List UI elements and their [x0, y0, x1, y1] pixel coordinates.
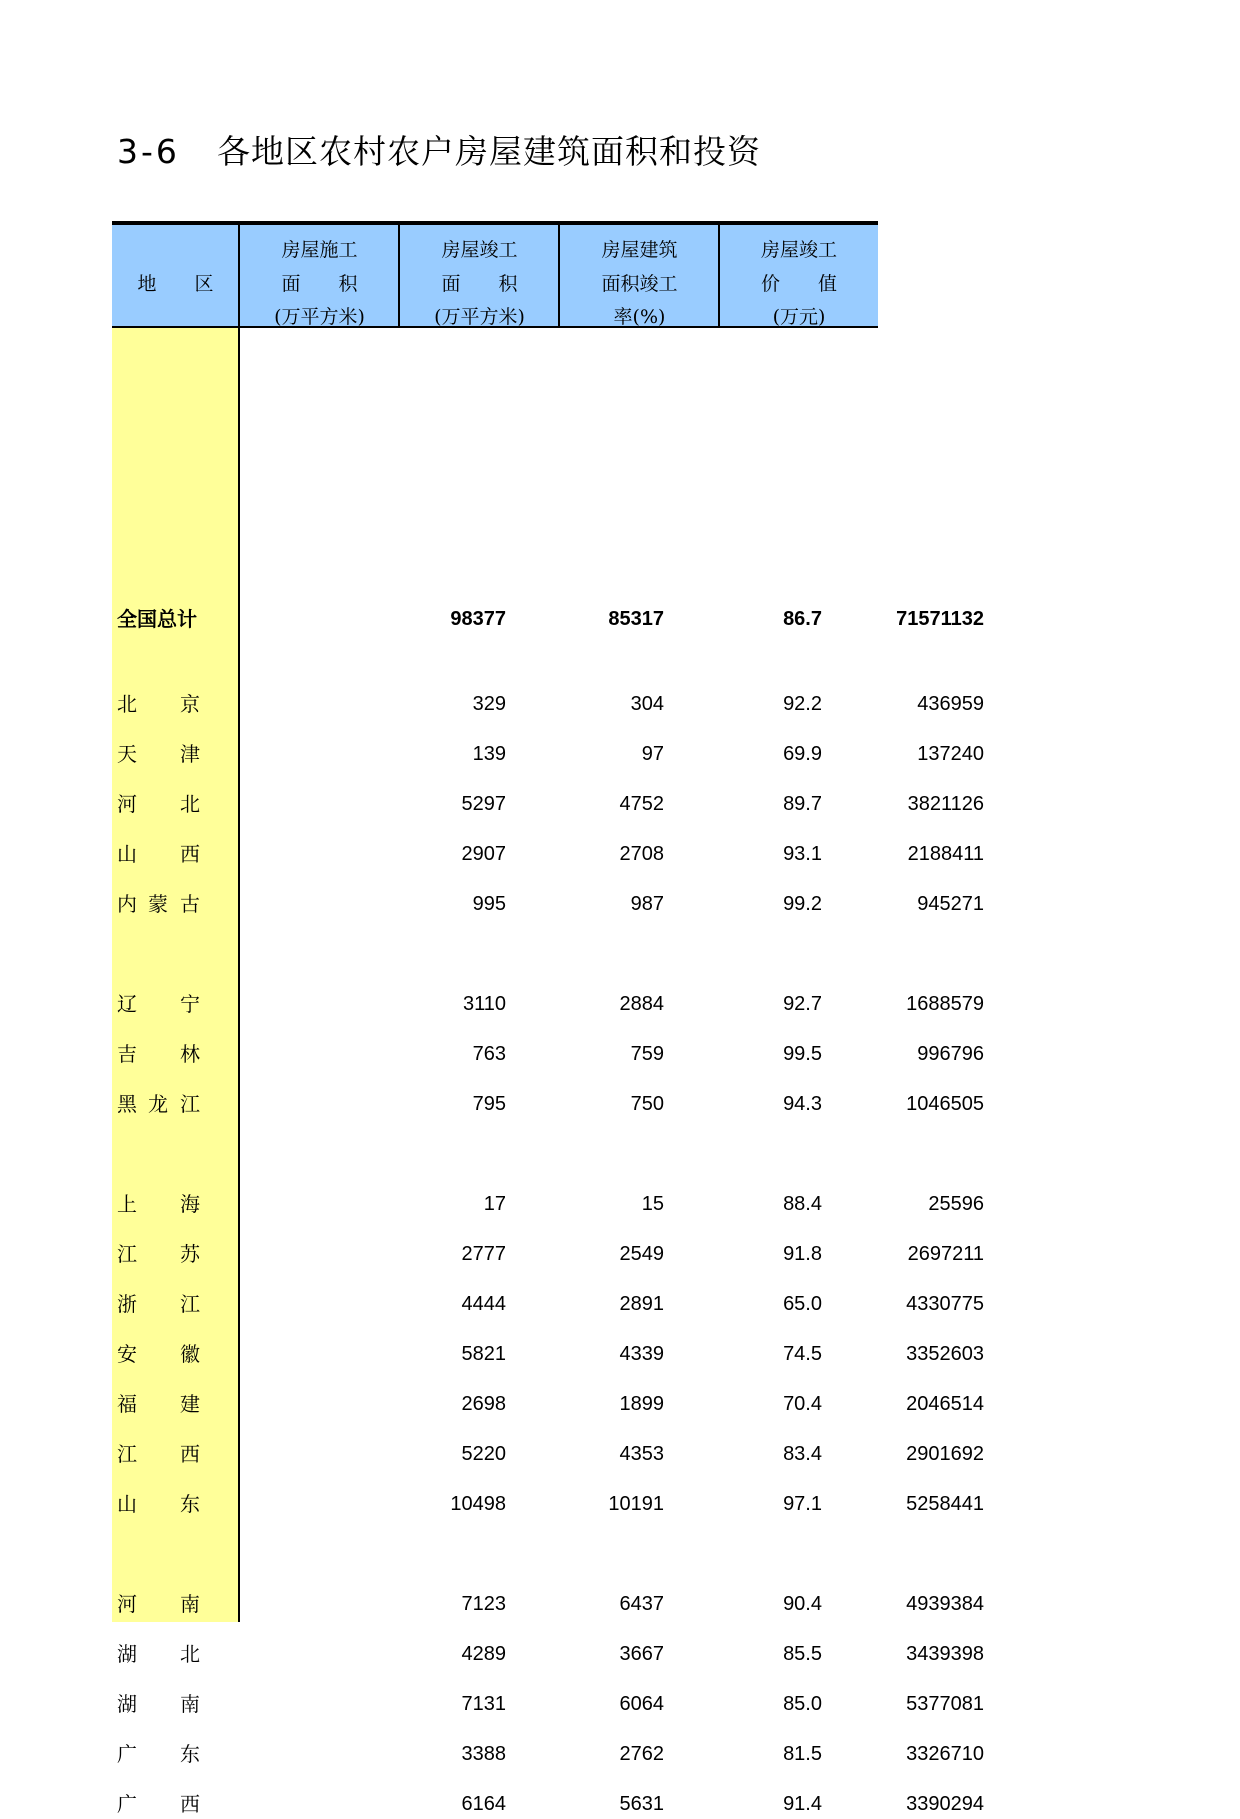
cell-value: 763	[472, 1043, 506, 1065]
region-name: 河 南	[117, 1592, 200, 1616]
cell-value: 74.5	[783, 1343, 822, 1365]
cell-value: 2046514	[906, 1393, 984, 1415]
cell-value: 25596	[928, 1193, 984, 1215]
cell-value: 7123	[461, 1593, 506, 1615]
cell-value: 5631	[619, 1793, 664, 1815]
table-row	[112, 1689, 984, 1719]
cell-value: 5821	[461, 1343, 506, 1365]
region-name: 上 海	[117, 1192, 200, 1216]
cell-value: 1688579	[906, 993, 984, 1015]
table-row	[112, 1739, 984, 1769]
cell-value: 92.2	[783, 693, 822, 715]
cell-value: 97	[641, 743, 664, 765]
cell-value: 99.5	[783, 1043, 822, 1065]
cell-value: 3110	[462, 993, 506, 1015]
cell-value: 2884	[619, 993, 664, 1015]
cell-value: 945271	[917, 893, 984, 915]
cell-value: 91.8	[783, 1243, 822, 1265]
cell-value: 4444	[461, 1293, 506, 1315]
cell-value: 10498	[450, 1493, 506, 1515]
table-row	[112, 1189, 984, 1219]
cell-value: 17	[483, 1193, 506, 1215]
cell-value: 15	[641, 1193, 664, 1215]
region-name: 江 苏	[117, 1242, 200, 1266]
cell-value: 3667	[619, 1643, 664, 1665]
cell-value: 4289	[461, 1643, 506, 1665]
cell-value: 90.4	[783, 1593, 822, 1615]
cell-value: 94.3	[783, 1093, 822, 1115]
cell-value: 436959	[917, 693, 984, 715]
cell-value: 69.9	[783, 743, 822, 765]
table-row	[112, 1339, 984, 1369]
header-construction-area: 房屋施工 面 积 (万平方米)	[238, 225, 399, 326]
page-title	[117, 126, 761, 173]
region-name: 吉 林	[117, 1042, 200, 1066]
table-row	[112, 1589, 984, 1619]
region-name: 浙 江	[117, 1292, 200, 1316]
region-name: 广 东	[117, 1742, 200, 1766]
cell-value: 6164	[461, 1793, 506, 1815]
cell-value: 6064	[619, 1693, 664, 1715]
cell-value: 5377081	[906, 1693, 984, 1715]
cell-value: 3352603	[906, 1343, 984, 1365]
cell-value: 759	[630, 1043, 664, 1065]
cell-value: 85.5	[783, 1643, 822, 1665]
cell-value: 995	[472, 893, 506, 915]
table-number: 3-6	[117, 132, 180, 171]
region-column-background	[112, 328, 240, 1622]
cell-value: 2762	[619, 1743, 664, 1765]
cell-value: 2891	[619, 1293, 664, 1315]
cell-value: 2777	[461, 1243, 506, 1265]
table-row	[112, 1489, 984, 1519]
cell-value: 2907	[461, 843, 506, 865]
cell-value: 65.0	[783, 1293, 822, 1315]
header-completion-rate: 房屋建筑 面积竣工 率(%)	[558, 225, 719, 326]
cell-value: 3439398	[906, 1643, 984, 1665]
region-name: 湖 北	[117, 1642, 200, 1666]
table-row	[112, 1639, 984, 1669]
total-label: 全国总计	[117, 607, 197, 631]
table-row	[112, 1089, 984, 1119]
cell-value: 93.1	[783, 843, 822, 865]
cell-value: 137240	[917, 743, 984, 765]
cell-value: 70.4	[783, 1393, 822, 1415]
cell-value: 304	[630, 693, 664, 715]
cell-value: 2188411	[907, 843, 984, 865]
region-name: 河 北	[117, 792, 200, 816]
table-row	[112, 1039, 984, 1069]
table-row	[112, 689, 984, 719]
cell-value: 88.4	[783, 1193, 822, 1215]
cell-value: 1046505	[906, 1093, 984, 1115]
cell-value: 81.5	[783, 1743, 822, 1765]
cell-value: 3821126	[907, 793, 984, 815]
table-row	[112, 1789, 984, 1819]
cell-value: 2698	[461, 1393, 506, 1415]
table-row	[112, 1389, 984, 1419]
cell-value: 99.2	[783, 893, 822, 915]
cell-value: 97.1	[783, 1493, 822, 1515]
cell-value: 329	[472, 693, 506, 715]
region-name: 辽 宁	[117, 992, 200, 1016]
cell-value: 4330775	[906, 1293, 984, 1315]
header-completed-area: 房屋竣工 面 积 (万平方米)	[398, 225, 559, 326]
cell-value: 5297	[461, 793, 506, 815]
header-region-label: 地 区	[137, 273, 214, 295]
cell-value: 83.4	[783, 1443, 822, 1465]
region-name: 山 西	[117, 842, 200, 866]
region-name: 黑 龙 江	[117, 1092, 200, 1116]
cell-value: 3326710	[906, 1743, 984, 1765]
table-body	[112, 328, 984, 1816]
table-row	[112, 1289, 984, 1319]
cell-value: 7131	[461, 1693, 506, 1715]
region-name: 北 京	[117, 692, 200, 716]
region-name: 内 蒙 古	[117, 892, 200, 916]
cell-value: 2549	[619, 1243, 664, 1265]
region-name: 广 西	[117, 1792, 200, 1816]
header-completed-value: 房屋竣工 价 值 (万元)	[718, 225, 878, 326]
cell-value: 4752	[619, 793, 664, 815]
table-row	[112, 739, 984, 769]
cell-value: 92.7	[783, 993, 822, 1015]
table-row	[112, 889, 984, 919]
cell-value: 85.0	[783, 1693, 822, 1715]
cell-value: 1899	[619, 1393, 664, 1415]
table-header	[112, 225, 878, 328]
cell-value: 996796	[917, 1043, 984, 1065]
cell-value: 2708	[619, 843, 664, 865]
cell-value: 795	[472, 1093, 506, 1115]
cell-value: 987	[630, 893, 664, 915]
table-row	[112, 989, 984, 1019]
cell-value: 5220	[461, 1443, 506, 1465]
table-row	[112, 1239, 984, 1269]
header-region	[112, 225, 239, 326]
cell-value: 89.7	[783, 793, 822, 815]
cell-value: 4939384	[906, 1593, 984, 1615]
cell-value: 750	[630, 1093, 664, 1115]
cell-value: 3388	[461, 1743, 506, 1765]
region-name: 福 建	[117, 1392, 200, 1416]
region-name: 江 西	[117, 1442, 200, 1466]
region-name: 山 东	[117, 1492, 200, 1516]
cell-value: 10191	[608, 1493, 664, 1515]
total-row: 全国总计 98377 85317 86.7 71571132	[112, 604, 878, 634]
region-name: 湖 南	[117, 1692, 200, 1716]
cell-value: 5258441	[906, 1493, 984, 1515]
cell-value: 2697211	[907, 1243, 984, 1265]
cell-value: 139	[472, 743, 506, 765]
table-row	[112, 1439, 984, 1469]
cell-value: 2901692	[906, 1443, 984, 1465]
cell-value: 91.4	[783, 1793, 822, 1815]
cell-value: 6437	[619, 1593, 664, 1615]
region-name: 安 徽	[117, 1342, 200, 1366]
region-name: 天 津	[117, 742, 200, 766]
table-row	[112, 789, 984, 819]
cell-value: 4353	[619, 1443, 664, 1465]
cell-value: 3390294	[906, 1793, 984, 1815]
cell-value: 4339	[619, 1343, 664, 1365]
table-row	[112, 839, 984, 869]
table-title-text: 各地区农村农户房屋建筑面积和投资	[217, 132, 761, 171]
